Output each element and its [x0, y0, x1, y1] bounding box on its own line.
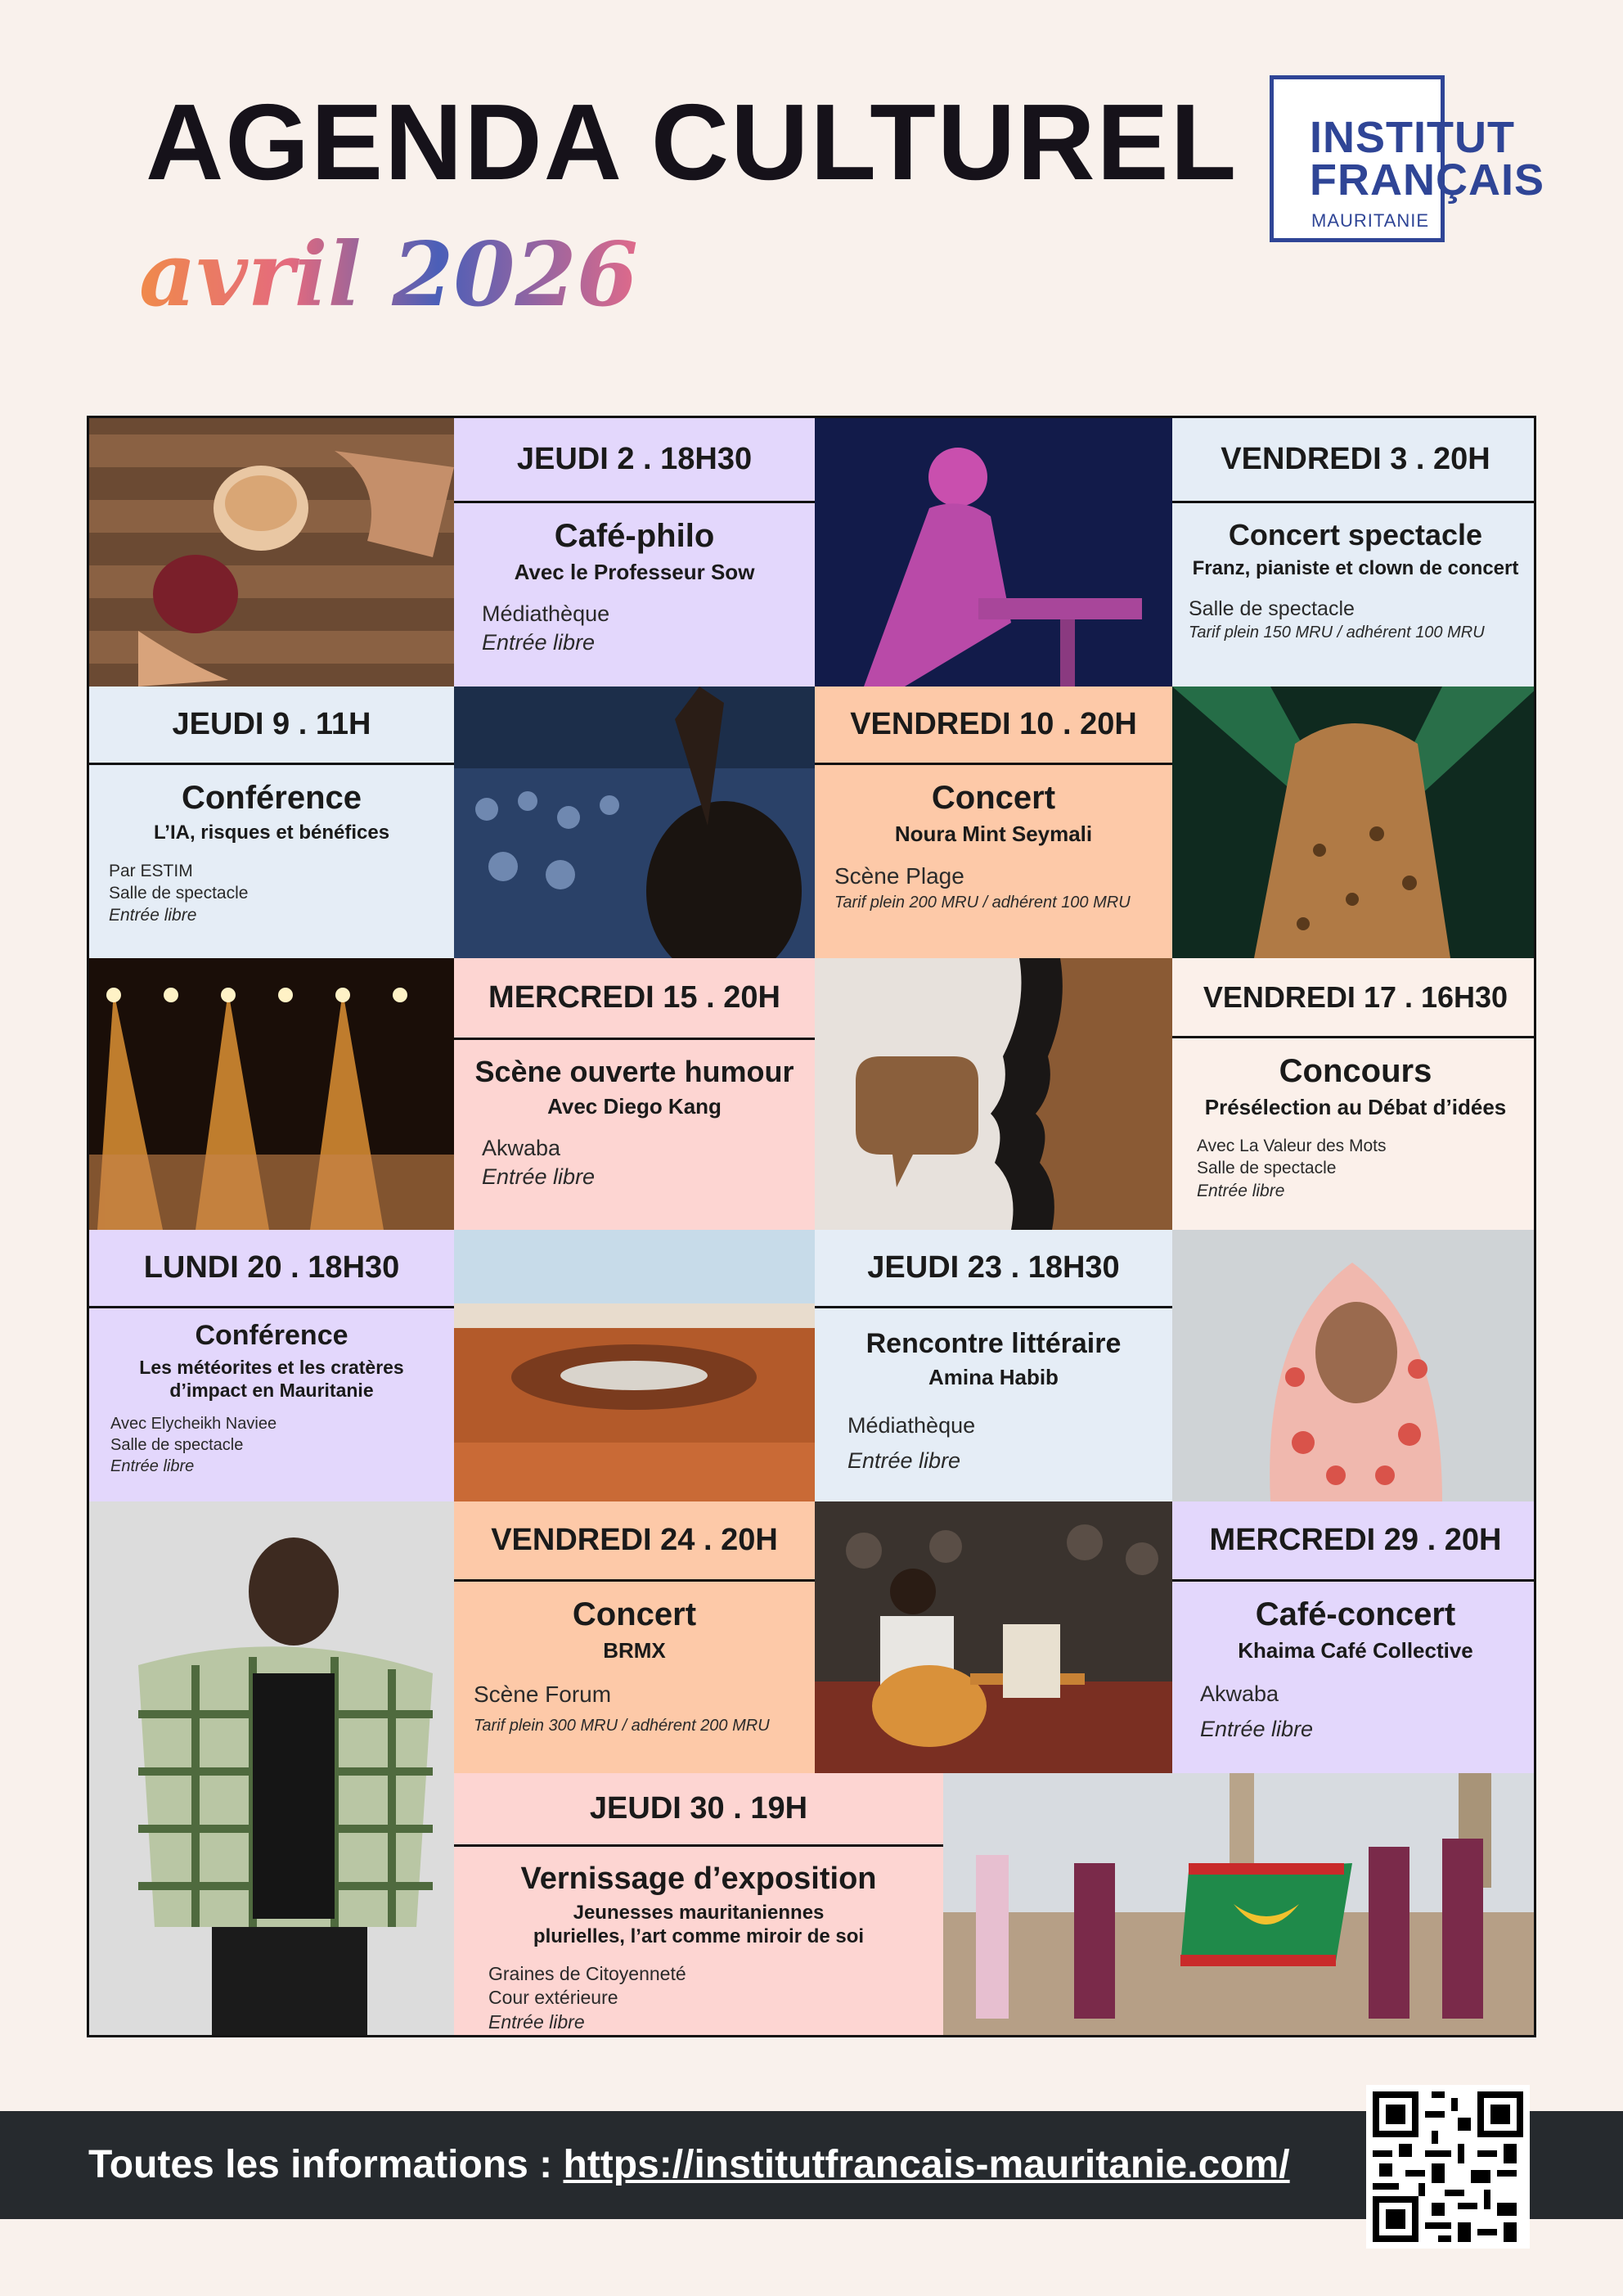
event-price: Tarif plein 300 MRU / adhérent 200 MRU [474, 1716, 770, 1735]
event-venue: Médiathèque [482, 601, 610, 627]
event-title: Concert [931, 780, 1056, 816]
event-venue: Scène Forum [474, 1681, 612, 1708]
event-card-3[interactable] [89, 687, 454, 958]
page-title: AGENDA CULTUREL [146, 82, 1239, 202]
qr-code[interactable] [1366, 2085, 1530, 2249]
event-price: Entrée libre [109, 906, 197, 925]
event-date: VENDREDI 3 . 20H [1172, 418, 1536, 503]
event-details [454, 1962, 943, 2036]
event-card-6[interactable] [1172, 958, 1536, 1230]
event-price: Entrée libre [110, 1457, 195, 1476]
event-details [815, 1411, 1172, 1475]
event-organizer: Avec La Valeur des Mots [1197, 1137, 1387, 1156]
website-link[interactable]: https://institutfrancais-mauritanie.com/ [563, 2143, 1290, 2186]
pianist-photo [815, 418, 1172, 687]
event-title: Conférence [181, 780, 362, 816]
event-title: Concert [572, 1596, 697, 1632]
event-date: VENDREDI 24 . 20H [454, 1501, 815, 1582]
event-subtitle: L’IA, risques et bénéfices [153, 822, 390, 844]
footer-text [88, 2134, 1290, 2197]
event-card-1[interactable] [454, 418, 815, 687]
event-details [454, 600, 815, 657]
event-price: Entrée libre [482, 1164, 596, 1190]
event-subtitle: Avec le Professeur Sow [514, 560, 755, 584]
event-card-2[interactable] [1172, 418, 1536, 687]
singer-photo [1172, 687, 1536, 958]
event-title: Conférence [195, 1320, 348, 1351]
crater-photo [454, 1230, 815, 1501]
event-date: MERCREDI 29 . 20H [1172, 1501, 1536, 1582]
event-card-8[interactable] [815, 1230, 1172, 1501]
event-speaker: Avec Elycheikh Naviee [110, 1415, 277, 1434]
event-details [1172, 1680, 1536, 1744]
exhibition-flag-photo [943, 1773, 1536, 2037]
author-portrait-photo [1172, 1230, 1536, 1501]
event-subtitle: Khaima Café Collective [1238, 1638, 1473, 1663]
event-price: Entrée libre [488, 2011, 585, 2033]
page-subtitle: avril 2026 [139, 223, 638, 326]
coffee-photo [89, 418, 454, 687]
event-subtitle: Noura Mint Seymali [894, 822, 1093, 846]
guitarist-photo [815, 1501, 1172, 1773]
event-venue: Salle de spectacle [110, 1436, 244, 1455]
debate-silhouette-photo [815, 958, 1172, 1230]
event-details [89, 1413, 454, 1477]
event-card-11[interactable] [454, 1773, 943, 2037]
event-price: Entrée libre [1200, 1717, 1314, 1742]
event-title: Scène ouverte humour [474, 1055, 794, 1088]
event-subtitle: Avec Diego Kang [547, 1094, 722, 1119]
event-card-5[interactable] [454, 958, 815, 1230]
event-title: Café-philo [554, 518, 715, 554]
event-details [1172, 1135, 1536, 1202]
event-date: VENDREDI 17 . 16H30 [1172, 958, 1536, 1038]
event-date: JEUDI 23 . 18H30 [815, 1230, 1172, 1308]
event-date: MERCREDI 15 . 20H [454, 958, 815, 1040]
event-details [815, 862, 1172, 912]
event-title: Café-concert [1255, 1596, 1456, 1632]
event-subtitle: Franz, pianiste et clown de concert [1192, 557, 1519, 579]
qr-code-icon [1366, 2085, 1530, 2249]
footer-label: Toutes les informations : [88, 2143, 564, 2186]
event-card-7[interactable] [89, 1230, 454, 1501]
event-title: Concert spectacle [1228, 518, 1483, 551]
event-date: LUNDI 20 . 18H30 [89, 1230, 454, 1308]
stage-lights-photo [89, 958, 454, 1230]
event-venue: Salle de spectacle [109, 884, 249, 903]
event-price: Entrée libre [482, 630, 596, 655]
event-price: Tarif plein 150 MRU / adhérent 100 MRU [1189, 624, 1485, 642]
event-subtitle: Amina Habib [928, 1365, 1059, 1389]
event-organizer: Graines de Citoyenneté [488, 1962, 686, 1984]
event-subtitle: BRMX [603, 1638, 666, 1663]
event-price: Entrée libre [1197, 1181, 1285, 1200]
event-venue: Salle de spectacle [1197, 1159, 1337, 1178]
institut-francais-logo [1270, 75, 1544, 242]
event-date: JEUDI 30 . 19H [454, 1773, 943, 1847]
logo-line-1: INSTITUT [1310, 113, 1515, 162]
event-date: JEUDI 2 . 18H30 [454, 418, 815, 503]
event-card-10[interactable] [1172, 1501, 1536, 1773]
event-subtitle: Les météorites et les cratères d’impact en Mauritanie [139, 1357, 404, 1401]
brmx-portrait-photo [89, 1501, 454, 2037]
event-venue: Scène Plage [834, 863, 964, 889]
event-venue: Akwaba [1200, 1681, 1279, 1707]
event-organizer: Par ESTIM [109, 861, 193, 880]
event-venue: Médiathèque [847, 1413, 976, 1438]
event-title: Concours [1279, 1053, 1432, 1089]
event-details [89, 860, 454, 927]
event-subtitle: Présélection au Débat d’idées [1204, 1095, 1507, 1119]
event-price: Tarif plein 200 MRU / adhérent 100 MRU [834, 893, 1131, 912]
event-subtitle: Jeunesses mauritaniennes plurielles, l’art comme miroir de soi [533, 1902, 865, 1947]
event-title: Vernissage d’exposition [520, 1862, 877, 1896]
event-date: JEUDI 9 . 11H [89, 687, 454, 765]
event-card-9[interactable] [454, 1501, 815, 1773]
logo-line-2: FRANÇAIS [1310, 155, 1544, 205]
event-venue: Akwaba [482, 1136, 561, 1161]
event-date: VENDREDI 10 . 20H [815, 687, 1172, 765]
event-details [454, 1680, 815, 1736]
event-card-4[interactable] [815, 687, 1172, 958]
audience-photo [454, 687, 815, 958]
agenda-grid [87, 416, 1536, 2037]
event-details [1172, 596, 1536, 644]
event-title: Rencontre littéraire [865, 1328, 1122, 1359]
event-venue: Salle de spectacle [1189, 597, 1355, 620]
logo-line-3: MAURITANIE [1311, 210, 1430, 231]
event-details [454, 1134, 815, 1191]
event-venue: Cour extérieure [488, 1987, 618, 2009]
event-price: Entrée libre [847, 1448, 961, 1474]
